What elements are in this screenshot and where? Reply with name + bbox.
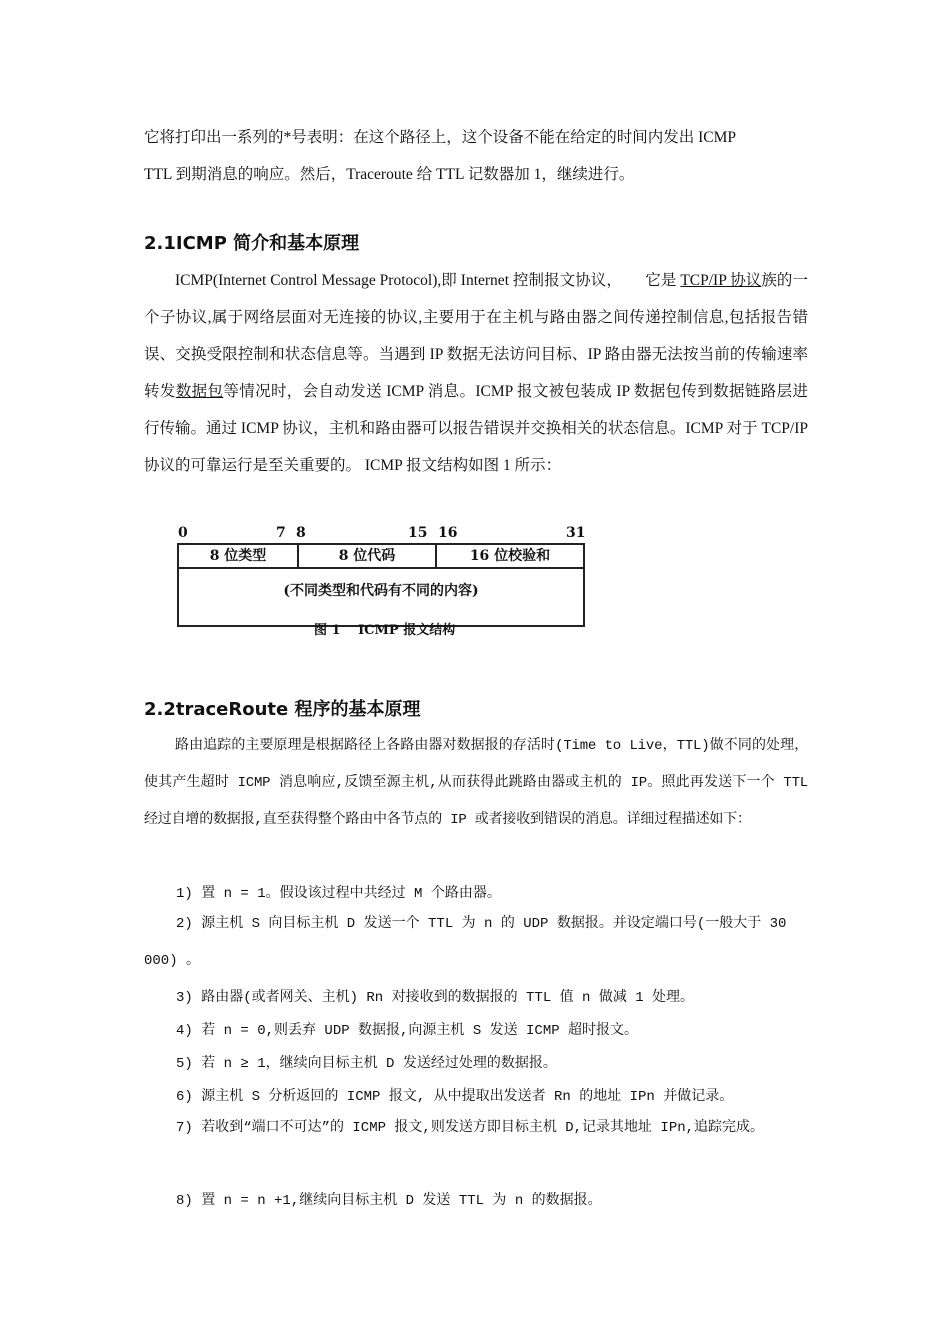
field-content: (不同类型和代码有不同的内容) xyxy=(283,583,479,599)
section-heading-traceroute: 2.2traceRoute 程序的基本原理 xyxy=(144,699,421,720)
traceroute-paragraph: 路由追踪的主要原理是根据路径上各路由器对数据报的存活时(Time to Live，TTL)做不同的处理，使其产生超时 ICMP 消息响应,反馈至源主机,从而获得此跳路由器或主机的 IP。照此再发送下一个 TTL 经过自增的数据报,直至获得整个路由中各节点的 IP 或者接收到错误的消息。详细过程描述如下： xyxy=(144,738,808,828)
icmp-text-mid: 族的一个子协议,属于网络层面对无连接的协议,主要用于在主机与路由器之间传递控制信息,包括报告错误、交换受限控制和状态信息等。当遇到 IP 数据无法访问目标、IP 路由器无法按当前的传输速率转发 xyxy=(144,272,808,400)
field-checksum: 16 位校验和 xyxy=(469,548,551,564)
step-item: 3) 路由器(或者网关、主机) Rn 对接收到的数据报的 TTL 值 n 做减 1 处理。 xyxy=(176,990,695,1006)
step-item: 8) 置 n = n +1,继续向目标主机 D 发送 TTL 为 n 的数据报。 xyxy=(176,1193,602,1209)
tcpip-link[interactable]: TCP/IP 协议 xyxy=(680,272,762,289)
intro-paragraph xyxy=(144,119,808,193)
step-item: 7) 若收到“端口不可达”的 ICMP 报文,则发送方即目标主机 D,记录其地址 IPn,追踪完成。 xyxy=(176,1120,765,1136)
step-item: 1) 置 n = 1。假设该过程中共经过 M 个路由器。 xyxy=(176,886,501,902)
intro-line-1: 它将打印出一系列的*号表明：在这个路径上，这个设备不能在给定的时间内发出 ICMP xyxy=(144,129,737,146)
bit-label-0: 0 xyxy=(178,525,188,541)
icmp-paragraph xyxy=(144,262,808,484)
intro-line-2: TTL 到期消息的响应。然后，Traceroute 给 TTL 记数器加 1，继续进行。 xyxy=(144,166,635,183)
packet-link[interactable]: 数据包 xyxy=(175,383,224,400)
icmp-text-end: 等情况时，会自动发送 ICMP 消息。ICMP 报文被包装成 IP 数据包传到数据链路层进行传输。通过 ICMP 协议，主机和路由器可以报告错误并交换相关的状态信息。ICMP 对于 TCP/IP 协议的可靠运行是至关重要的。 ICMP 报文结构如图 1 所示： xyxy=(144,383,808,474)
figure-caption: 图 1 ICMP 报文结构 xyxy=(314,623,456,638)
step-item: 4) 若 n = 0,则丢弃 UDP 数据报,向源主机 S 发送 ICMP 超时报文。 xyxy=(176,1023,639,1039)
icmp-header-row xyxy=(179,545,583,569)
icmp-text-start: ICMP(Internet Control Message Protocol),即 Internet 控制报文协议， 它是 xyxy=(175,272,681,289)
bit-label-31: 31 xyxy=(566,525,586,541)
icmp-header-box xyxy=(177,543,585,627)
bit-label-8: 8 xyxy=(296,525,306,541)
field-type: 8 位类型 xyxy=(209,548,267,564)
icmp-structure-figure xyxy=(176,524,588,642)
step-item: 2) 源主机 S 向目标主机 D 发送一个 TTL 为 n 的 UDP 数据报。并设定端口号(一般大于 30 000) 。 xyxy=(144,916,787,969)
bit-label-7: 7 xyxy=(276,525,286,541)
step-item: 5) 若 n ≥ 1，继续向目标主机 D 发送经过处理的数据报。 xyxy=(176,1056,557,1072)
field-code: 8 位代码 xyxy=(338,548,396,564)
section-heading-icmp: 2.1ICMP 简介和基本原理 xyxy=(144,233,360,254)
bit-label-15: 15 xyxy=(408,525,428,541)
bit-label-16: 16 xyxy=(438,525,458,541)
step-item: 6) 源主机 S 分析返回的 ICMP 报文, 从中提取出发送者 Rn 的地址 IPn 并做记录。 xyxy=(176,1089,734,1105)
